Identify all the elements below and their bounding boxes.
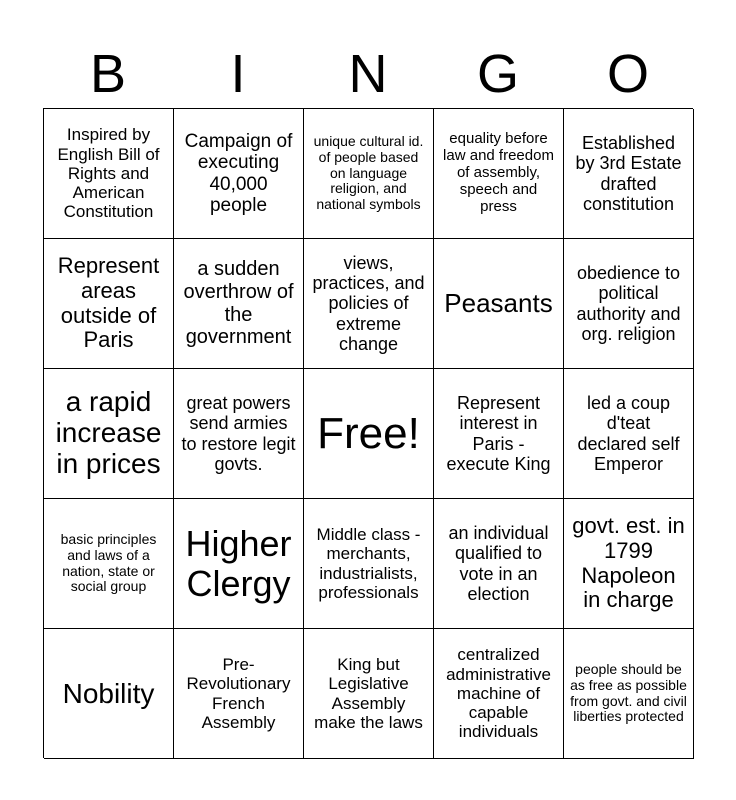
- bingo-cell-r2c5[interactable]: obedience to political authority and org. religion: [564, 239, 694, 369]
- bingo-cell-r4c1[interactable]: basic principles and laws of a nation, state or social group: [44, 499, 174, 629]
- bingo-header: [43, 40, 693, 108]
- bingo-cell-r1c2[interactable]: Campaign of executing 40,000 people: [174, 109, 304, 239]
- bingo-cell-r4c2[interactable]: Higher Clergy: [174, 499, 304, 629]
- header-letter-o: O: [606, 44, 649, 104]
- bingo-cell-r3c5[interactable]: led a coup d'teat declared self Emperor: [564, 369, 694, 499]
- bingo-cell-r3c1[interactable]: a rapid increase in prices: [44, 369, 174, 499]
- bingo-cell-r1c1[interactable]: Inspired by English Bill of Rights and American Constitution: [44, 109, 174, 239]
- bingo-cell-r1c5[interactable]: Established by 3rd Estate drafted constitution: [564, 109, 694, 239]
- bingo-cell-r3c2[interactable]: great powers send armies to restore legit govts.: [174, 369, 304, 499]
- bingo-cell-free[interactable]: Free!: [304, 369, 434, 499]
- bingo-cell-r5c2[interactable]: Pre-Revolutionary French Assembly: [174, 629, 304, 759]
- bingo-cell-r4c5[interactable]: govt. est. in 1799 Napoleon in charge: [564, 499, 694, 629]
- bingo-cell-r5c3[interactable]: King but Legislative Assembly make the laws: [304, 629, 434, 759]
- header-letter-b: B: [89, 44, 127, 104]
- bingo-cell-r2c3[interactable]: views, practices, and policies of extreme change: [304, 239, 434, 369]
- bingo-cell-r2c2[interactable]: a sudden overthrow of the government: [174, 239, 304, 369]
- bingo-cell-r4c4[interactable]: an individual qualified to vote in an election: [434, 499, 564, 629]
- bingo-cell-r3c4[interactable]: Represent interest in Paris - execute King: [434, 369, 564, 499]
- bingo-cell-r5c5[interactable]: people should be as free as possible from govt. and civil liberties protected: [564, 629, 694, 759]
- bingo-cell-r5c1[interactable]: Nobility: [44, 629, 174, 759]
- header-letter-g: G: [476, 44, 519, 104]
- bingo-cell-r2c4[interactable]: Peasants: [434, 239, 564, 369]
- bingo-cell-r1c3[interactable]: unique cultural id. of people based on language religion, and national symbols: [304, 109, 434, 239]
- bingo-cell-r4c3[interactable]: Middle class - merchants, industrialists, professionals: [304, 499, 434, 629]
- bingo-cell-r5c4[interactable]: centralized administrative machine of capable individuals: [434, 629, 564, 759]
- bingo-cell-r1c4[interactable]: equality before law and freedom of assembly, speech and press: [434, 109, 564, 239]
- header-letter-n: N: [348, 44, 388, 104]
- header-letter-i: I: [230, 44, 246, 104]
- bingo-board: [43, 108, 693, 758]
- bingo-cell-r2c1[interactable]: Represent areas outside of Paris: [44, 239, 174, 369]
